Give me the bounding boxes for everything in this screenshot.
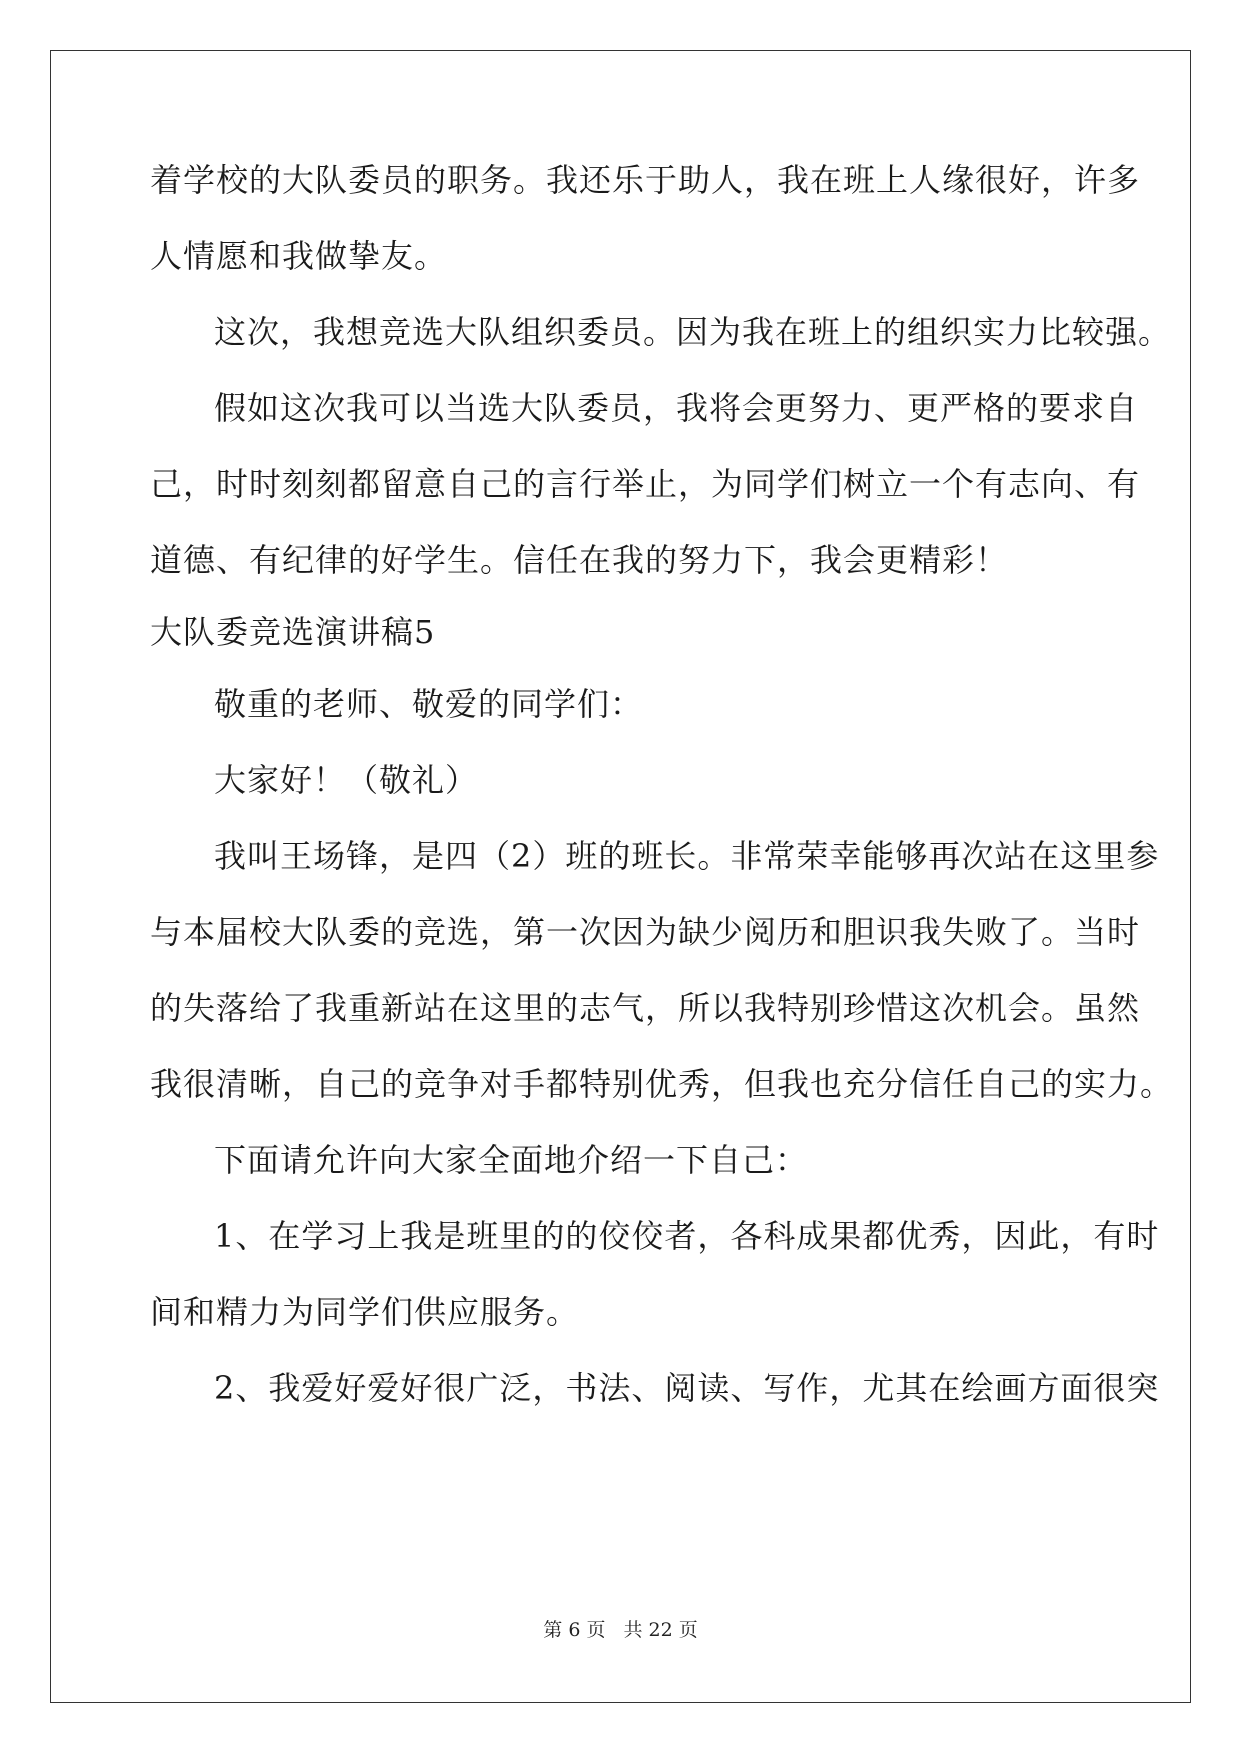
page-total: 共 22 页 xyxy=(623,1619,698,1641)
text-line: 下面请允许向大家全面地介绍一下自己： xyxy=(214,1141,809,1179)
list-item: 2、我爱好爱好很广泛，书法、阅读、写作，尤其在绘画方面很突 xyxy=(214,1369,1160,1407)
text-line: 人情愿和我做挚友。 xyxy=(150,237,448,275)
text-line: 己，时时刻刻都留意自己的言行举止，为同学们树立一个有志向、有 xyxy=(150,465,1141,503)
text-line: 道德、有纪律的好学生。信任在我的努力下，我会更精彩！ xyxy=(150,541,1009,579)
list-item: 1、在学习上我是班里的的佼佼者，各科成果都优秀，因此，有时 xyxy=(214,1217,1160,1255)
text-line: 假如这次我可以当选大队委员，我将会更努力、更严格的要求自 xyxy=(214,389,1139,427)
page-border xyxy=(50,50,1191,1703)
text-line: 的失落给了我重新站在这里的志气，所以我特别珍惜这次机会。虽然 xyxy=(150,989,1141,1027)
section-heading: 大队委竞选演讲稿5 xyxy=(150,613,436,651)
text-line: 我很清晰，自己的竞争对手都特别优秀，但我也充分信任自己的实力。 xyxy=(150,1065,1174,1103)
greeting: 大家好！（敬礼） xyxy=(214,761,479,799)
salutation: 敬重的老师、敬爱的同学们： xyxy=(214,685,644,723)
text-line: 这次，我想竞选大队组织委员。因为我在班上的组织实力比较强。 xyxy=(214,313,1172,351)
text-line: 与本届校大队委的竞选，第一次因为缺少阅历和胆识我失败了。当时 xyxy=(150,913,1141,951)
text-line: 着学校的大队委员的职务。我还乐于助人，我在班上人缘很好，许多 xyxy=(150,161,1141,199)
page-footer xyxy=(0,1618,1241,1642)
text-line: 间和精力为同学们供应服务。 xyxy=(150,1293,580,1331)
page-number: 第 6 页 xyxy=(543,1619,606,1641)
text-line: 我叫王场锋，是四（2）班的班长。非常荣幸能够再次站在这里参 xyxy=(214,837,1160,875)
